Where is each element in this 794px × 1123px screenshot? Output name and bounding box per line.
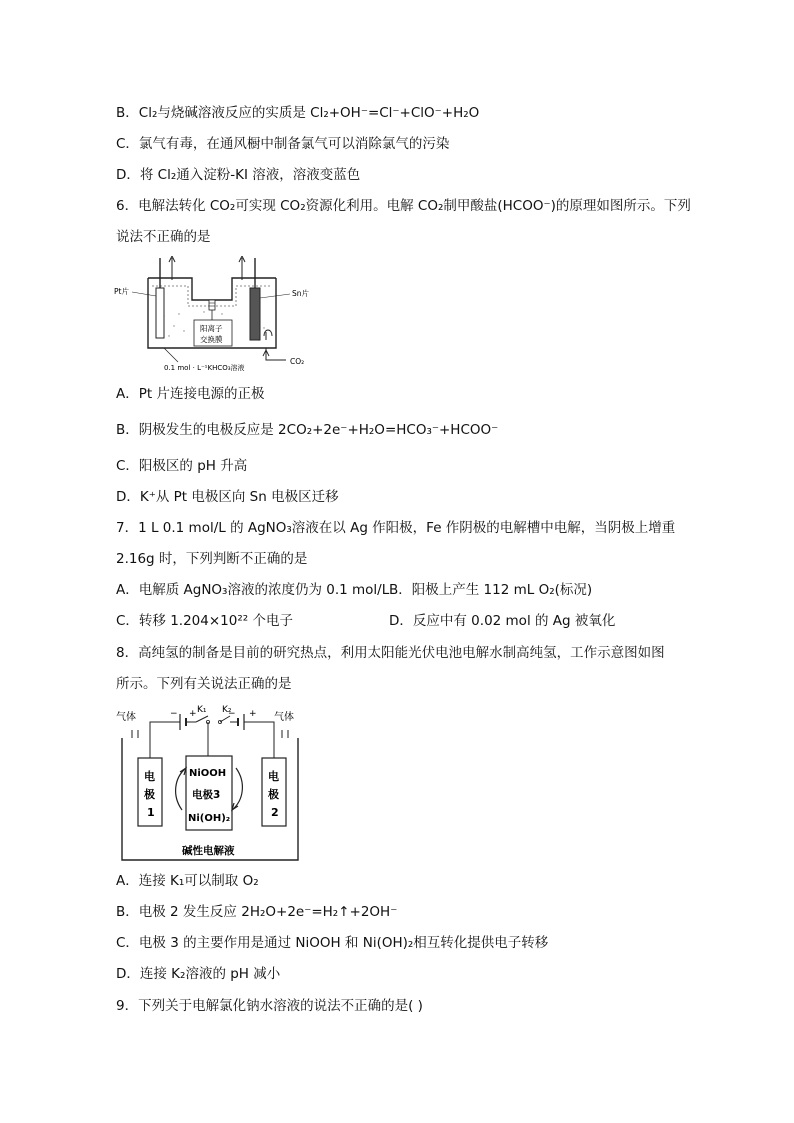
q8-option-b: B．电极 2 发生反应 2H₂O+2e⁻=H₂↑+2OH⁻ (116, 904, 398, 920)
q6-label-sn: Sn片 (292, 289, 310, 298)
q6-label-co2: CO₂ (290, 357, 305, 366)
q5-option-c: C．氯气有毒，在通风橱中制备氯气可以消除氯气的污染 (116, 136, 450, 152)
q8-label-k2: K₂ (222, 705, 232, 715)
q8-label-minus-left: − (170, 709, 178, 719)
q8-label-e1-b: 极 (144, 788, 155, 801)
q7-stem-line2: 2.16g 时，下列判断不正确的是 (116, 551, 308, 567)
q8-label-electrolyte: 碱性电解液 (182, 845, 235, 857)
q8-label-plus-left: + (189, 709, 197, 719)
q7-option-d: D．反应中有 0.02 mol 的 Ag 被氧化 (389, 613, 616, 629)
q6-electrolysis-diagram (114, 256, 324, 374)
q8-label-e3-name: 电极3 (192, 789, 221, 801)
q6-option-a: A．Pt 片连接电源的正极 (116, 386, 265, 402)
q6-option-b: B．阴极发生的电极反应是 2CO₂+2e⁻+H₂O=HCO₃⁻+HCOO⁻ (116, 422, 499, 438)
q5-option-d: D．将 Cl₂通入淀粉-KI 溶液，溶液变蓝色 (116, 167, 361, 183)
q6-label-solution: 0.1 mol · L⁻¹KHCO₃溶液 (164, 364, 245, 372)
q8-label-k1: K₁ (197, 705, 207, 715)
q8-label-e2-b: 极 (268, 788, 279, 801)
q9-stem: 9．下列关于电解氯化钠水溶液的说法不正确的是( ) (116, 998, 423, 1014)
q7-stem-line1: 7．1 L 0.1 mol/L 的 AgNO₃溶液在以 Ag 作阳极，Fe 作阴极的电解槽中电解，当阴极上增重 (116, 520, 676, 536)
q7-option-a: A．电解质 AgNO₃溶液的浓度仍为 0.1 mol/L (116, 582, 390, 598)
q6-label-membrane-1: 阳离子 (200, 324, 223, 333)
q7-option-c: C．转移 1.204×10²² 个电子 (116, 613, 293, 629)
q8-label-e3-nioh2: Ni(OH)₂ (188, 813, 231, 824)
q6-label-membrane-2: 交换膜 (200, 335, 223, 344)
q6-option-c: C．阳极区的 pH 升高 (116, 458, 248, 474)
q8-stem-line2: 所示。下列有关说法正确的是 (116, 676, 292, 692)
q5-option-b: B．Cl₂与烧碱溶液反应的实质是 Cl₂+OH⁻=Cl⁻+ClO⁻+H₂O (116, 105, 480, 121)
q8-option-c: C．电极 3 的主要作用是通过 NiOOH 和 Ni(OH)₂相互转化提供电子转移 (116, 935, 549, 951)
q8-label-e1-c: 1 (147, 806, 155, 819)
q8-stem-line1: 8．高纯氢的制备是目前的研究热点，利用太阳能光伏电池电解水制高纯氢，工作示意图如图 (116, 645, 665, 661)
q8-label-e1-a: 电 (144, 770, 155, 783)
q6-label-pt: Pt片 (114, 287, 129, 296)
q6-diagram-svg (114, 256, 324, 374)
q8-label-gas-left: 气体 (116, 712, 136, 723)
q8-label-e3-niooh: NiOOH (189, 768, 227, 779)
q8-option-d: D．连接 K₂溶液的 pH 减小 (116, 966, 281, 982)
q6-stem-line2: 说法不正确的是 (116, 229, 211, 245)
q8-label-e2-c: 2 (271, 806, 279, 819)
q8-electrolysis-diagram (114, 704, 304, 864)
q8-label-gas-right: 气体 (274, 712, 294, 723)
q8-label-e2-a: 电 (268, 770, 279, 783)
q8-label-plus-right: + (249, 709, 257, 719)
q8-diagram-svg (114, 704, 304, 864)
q7-option-b: B．阳极上产生 112 mL O₂(标况) (389, 582, 593, 598)
q6-option-d: D．K⁺从 Pt 电极区向 Sn 电极区迁移 (116, 489, 339, 505)
q8-label-minus-right: − (228, 709, 236, 719)
q8-option-a: A．连接 K₁可以制取 O₂ (116, 873, 259, 889)
q6-stem-line1: 6．电解法转化 CO₂可实现 CO₂资源化利用。电解 CO₂制甲酸盐(HCOO⁻)的原理如图所示。下列 (116, 198, 691, 214)
